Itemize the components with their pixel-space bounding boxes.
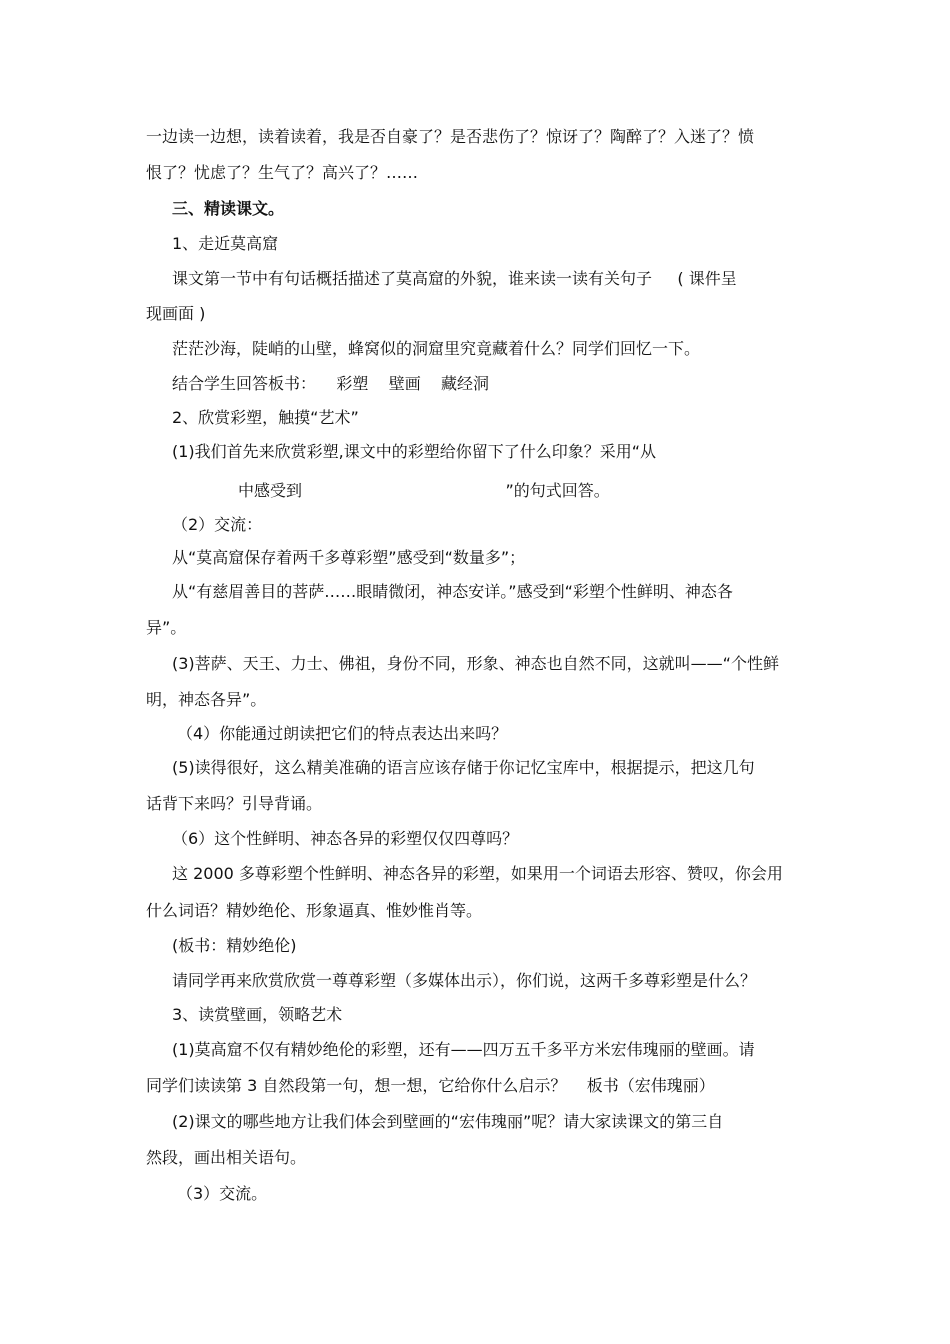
text-line: 话背下来吗？引导背诵。 [146,794,323,813]
text-line: (板书：精妙绝伦) [172,936,297,955]
text-line: 明，神态各异”。 [146,690,267,709]
text-line: （4）你能通过朗读把它们的特点表达出来吗？ [177,724,508,743]
text-line: (2)课文的哪些地方让我们体会到壁画的“宏伟瑰丽”呢？请大家读课文的第三自 [172,1112,724,1131]
section-heading: 三、精读课文。 [172,199,285,218]
text-line: 什么词语？精妙绝伦、形象逼真、惟妙惟肖等。 [146,901,483,920]
text-line: (3)菩萨、天王、力士、佛祖，身份不同，形象、神态也自然不同，这就叫——“个性鲜 [172,654,779,673]
text-line: 从“莫高窟保存着两千多尊彩塑”感受到“数量多”； [172,548,526,567]
text-line: （3）交流。 [177,1184,268,1203]
text-line: 从“有慈眉善目的菩萨……眼睛微闭，神态安详。”感受到“彩塑个性鲜明、神态各 [172,582,733,601]
text-line: 现画面 ) [146,304,206,323]
text-line: （6）这个性鲜明、神态各异的彩塑仅仅四尊吗？ [172,829,519,848]
text-line: (1)我们首先来欣赏彩塑,课文中的彩塑给你留下了什么印象？采用“从 [172,442,657,461]
text-line: 然段，画出相关语句。 [146,1148,307,1167]
text-line: 结合学生回答板书： 彩塑 壁画 藏经洞 [172,374,490,393]
text-line: （2）交流： [172,515,263,534]
text-line: 茫茫沙海，陡峭的山壁，蜂窝似的洞窟里究竟藏着什么？同学们回忆一下。 [172,339,701,358]
text-line: (1)莫高窟不仅有精妙绝伦的彩塑，还有——四万五千多平方米宏伟瑰丽的壁画。请 [172,1040,755,1059]
subheading: 3、读赏壁画，领略艺术 [172,1005,343,1024]
text-line: 这 2000 多尊彩塑个性鲜明、神态各异的彩塑，如果用一个词语去形容、赞叹，你会用 [172,864,783,883]
text-line: 课文第一节中有句话概括描述了莫高窟的外貌，谁来读一读有关句子 ( 课件呈 [172,269,737,288]
text-line: 中感受到 ”的句式回答。 [238,481,610,500]
text-line: 恨了？忧虑了？生气了？高兴了？…… [146,163,419,182]
text-line: 异”。 [146,618,187,637]
text-line: (5)读得很好，这么精美准确的语言应该存储于你记忆宝库中，根据提示，把这几句 [172,758,755,777]
subheading: 2、欣赏彩塑，触摸“艺术” [172,408,359,427]
text-line: 一边读一边想，读着读着，我是否自豪了？是否悲伤了？惊讶了？陶醉了？入迷了？愤 [146,127,755,146]
text-line: 请同学再来欣赏欣赏一尊尊彩塑（多媒体出示），你们说，这两千多尊彩塑是什么？ [172,971,757,990]
subheading: 1、走近莫高窟 [172,234,279,253]
text-line: 同学们读读第 3 自然段第一句，想一想，它给你什么启示？ 板书（宏伟瑰丽） [146,1076,715,1095]
